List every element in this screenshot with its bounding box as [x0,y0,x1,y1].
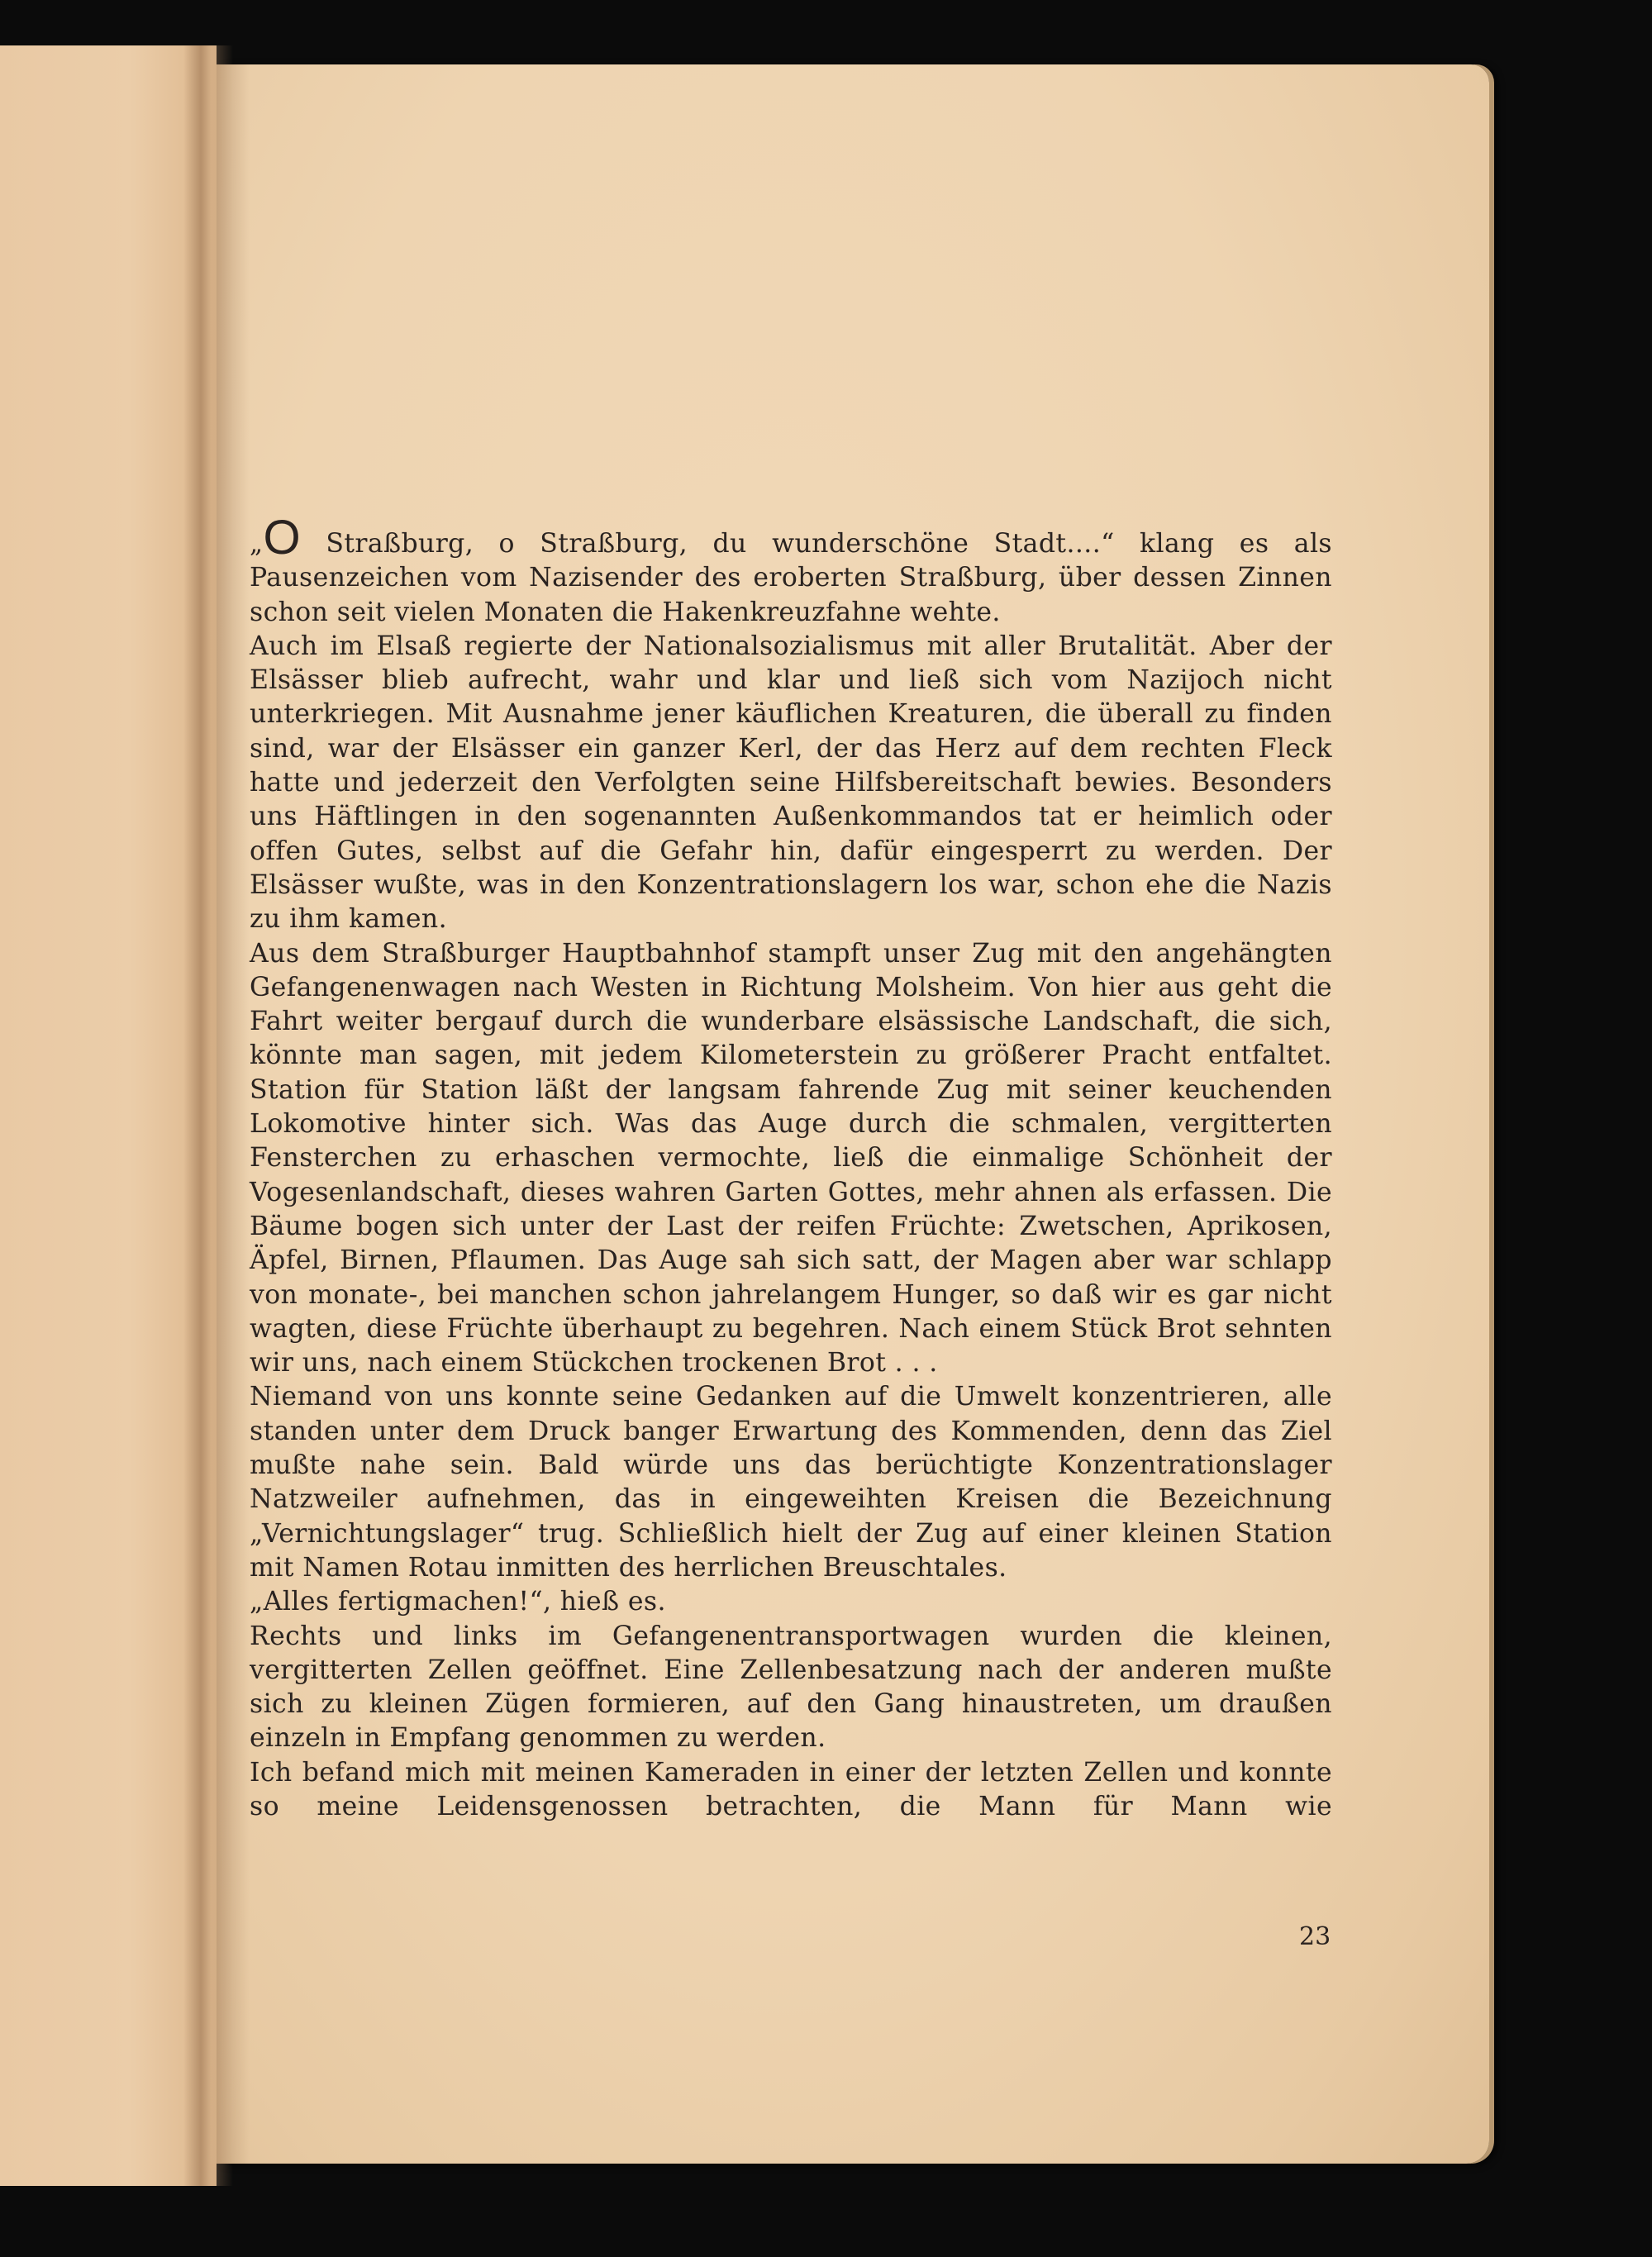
paragraph-6: Ich befand mich mit meinen Kameraden in einer der letzten Zellen und konnte so meine Leidensgenossen betrachten, die Mann für Mann wie [250,1757,1332,1821]
paragraph-5: Rechts und links im Gefangenentransportwagen wurden die kleinen, vergitterten Zellen geöffnet. Eine Zellenbesatzung nach der anderen mußte sich zu kleinen Zügen formieren, auf den Gang hinaustreten, um draußen einzeln in Empfang genommen zu werden. [250,1621,1332,1754]
drop-letter: O [263,511,301,564]
opening-paragraph [250,511,1332,630]
page-number: 23 [1299,1922,1331,1951]
paragraph-1: Auch im Elsaß regierte der Nationalsozialismus mit aller Brutalität. Aber der Elsässer blieb aufrecht, wahr und klar und ließ sich vom Nazijoch nicht unterkriegen. Mit Ausnahme jener käuflichen Kreaturen, die überall zu finden sind, war der Elsässer ein ganzer Kerl, der das Herz auf dem rechten Fleck hatte und jederzeit den Verfolgten seine Hilfsbereitschaft bewies. Besonders uns Häftlingen in den sogenannten Außenkommandos tat er heimlich oder offen Gutes, selbst auf die Gefahr hin, dafür eingesperrt zu werden. Der Elsässer wußte, was in den Konzentrationslagern los war, schon ehe die Nazis zu ihm kamen. [250,631,1332,935]
opening-text: Straßburg, o Straßburg, du wunderschöne Stadt....“ klang es als Pausenzeichen vom Nazisender des eroberten Straßburg, über dessen Zinnen schon seit vielen Monaten die Hakenkreuzfahne wehte. [250,529,1332,627]
paragraph-2: Aus dem Straßburger Hauptbahnhof stampft unser Zug mit den angehängten Gefangenenwagen nach Westen in Richtung Molsheim. Von hier aus geht die Fahrt weiter bergauf durch die wunderbare elsässische Landschaft, die sich, könnte man sagen, mit jedem Kilometerstein zu größerer Pracht entfaltet. Station für Station läßt der langsam fahrende Zug mit seiner keuchenden Lokomotive hinter sich. Was das Auge durch die schmalen, vergitterten Fensterchen zu erhaschen vermochte, ließ die einmalige Schönheit der Vogesenlandschaft, dieses wahren Garten Gottes, mehr ahnen als erfassen. Die Bäume bogen sich unter der Last der reifen Früchte: Zwetschen, Aprikosen, Äpfel, Birnen, Pflaumen. Das Auge sah sich satt, der Magen aber war schlapp von monate-, bei manchen schon jahrelangem Hunger, so daß wir es gar nicht wagten, diese Früchte überhaupt zu begehren. Nach einem Stück Brot sehnten wir uns, nach einem Stückchen trockenen Brot . . . [250,938,1332,1378]
page-shadow [217,64,250,2164]
body-text [250,511,1332,1824]
paragraph-4: „Alles fertigmachen!“, hieß es. [250,1587,666,1617]
opening-quote-mark: „ [250,529,264,559]
paragraph-3: Niemand von uns konnte seine Gedanken auf die Umwelt konzentrieren, alle standen unter dem Druck banger Erwartung des Kommenden, denn das Ziel mußte nahe sein. Bald würde uns das berüchtigte Konzentrationslager Natzweiler aufnehmen, das in eingeweihten Kreisen die Bezeichnung „Vernichtungslager“ trug. Schließlich hielt der Zug auf einer kleinen Station mit Namen Rotau inmitten des herrlichen Breuschtales. [250,1382,1332,1583]
